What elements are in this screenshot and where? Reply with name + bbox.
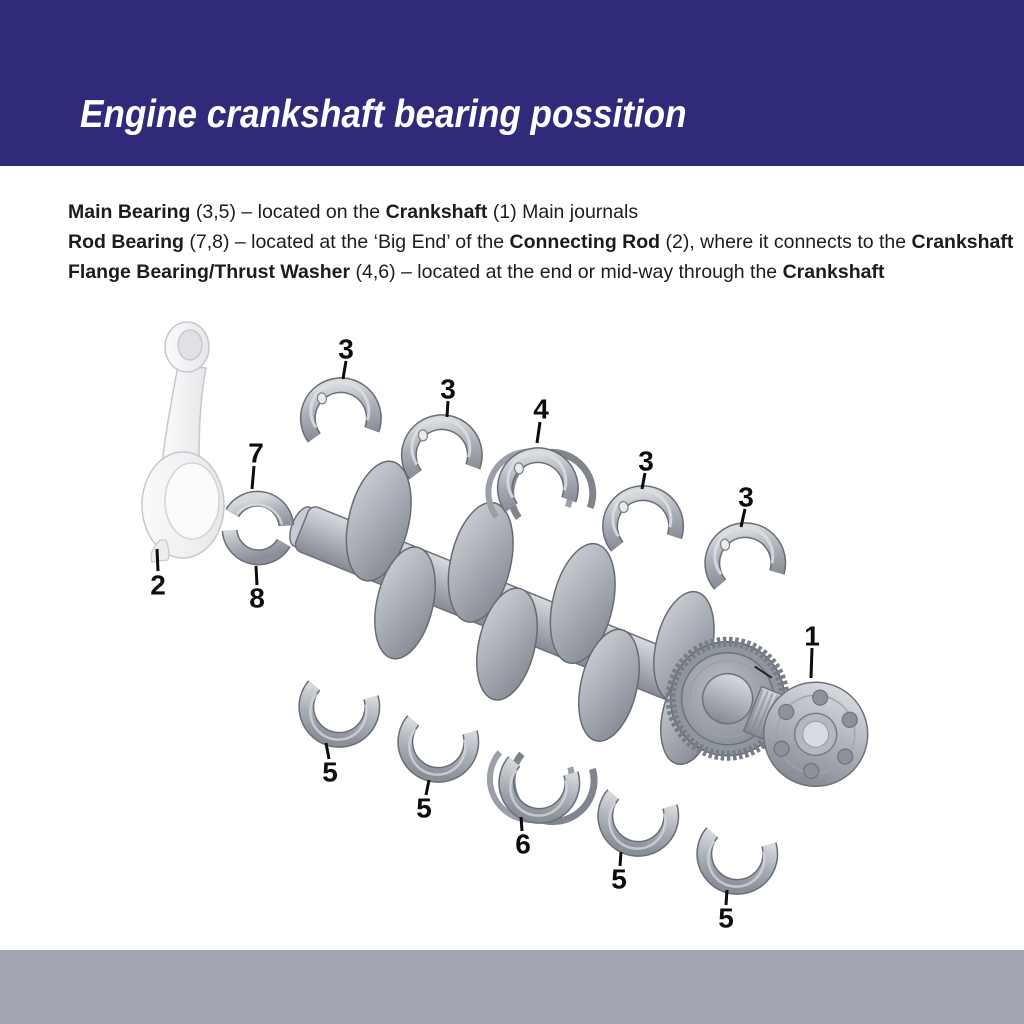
main-bearing-shell-5: [599, 794, 674, 855]
callout-number: 4: [533, 393, 549, 425]
rod-bearing-shells-7-8: [223, 492, 293, 564]
description-term: Main Bearing: [68, 201, 191, 223]
footer-band: [0, 950, 1024, 1024]
page-title-text: Engine crankshaft bearing possition: [80, 93, 687, 136]
connecting-rod: [142, 322, 224, 562]
callout-number: 3: [440, 373, 456, 405]
main-bearing-shell-5: [399, 720, 474, 781]
callout-number: 6: [515, 828, 531, 860]
callout-leader-line: [157, 549, 158, 571]
description-text: (1) Main journals: [487, 201, 639, 223]
callout-leader-line: [252, 466, 254, 489]
callout-number: 5: [322, 756, 338, 788]
callout-number: 5: [611, 863, 627, 895]
callout-number: 3: [738, 481, 754, 513]
main-bearing-shell-3: [404, 415, 477, 476]
callout-number: 5: [718, 902, 734, 934]
main-bearing-shell-5: [300, 685, 375, 746]
description-text: (4,6) – located at the end or mid-way through the: [350, 261, 783, 283]
main-bearing-shell-3: [706, 521, 781, 585]
description-term: Flange Bearing/Thrust Washer: [68, 261, 351, 283]
description-term: Crankshaft: [911, 231, 1014, 253]
callout-leader-line: [811, 648, 812, 678]
callout-number: 1: [804, 620, 820, 652]
main-bearing-shell-3: [604, 485, 678, 548]
description-term: Rod Bearing: [68, 231, 184, 253]
callout-number: 2: [150, 569, 166, 601]
callout-leader-line: [537, 422, 540, 443]
main-bearing-shell-3: [303, 378, 376, 439]
description-term: Connecting Rod: [509, 231, 661, 253]
description-text: (7,8) – located at the ‘Big End’ of the: [183, 231, 510, 253]
description-term: Crankshaft: [782, 261, 885, 283]
callout-number: 5: [416, 792, 432, 824]
main-bearing-shell-5: [698, 832, 773, 893]
callout-number: 3: [638, 445, 654, 477]
callout-number: 3: [338, 333, 354, 365]
description-term: Crankshaft: [385, 201, 488, 223]
flange-bearing-shell-6: [482, 748, 597, 832]
description-text: (2), where it connects to the: [660, 231, 912, 253]
callout-number: 8: [249, 582, 265, 614]
callout-number: 7: [248, 437, 264, 469]
description-text: (3,5) – located on the: [190, 201, 386, 223]
